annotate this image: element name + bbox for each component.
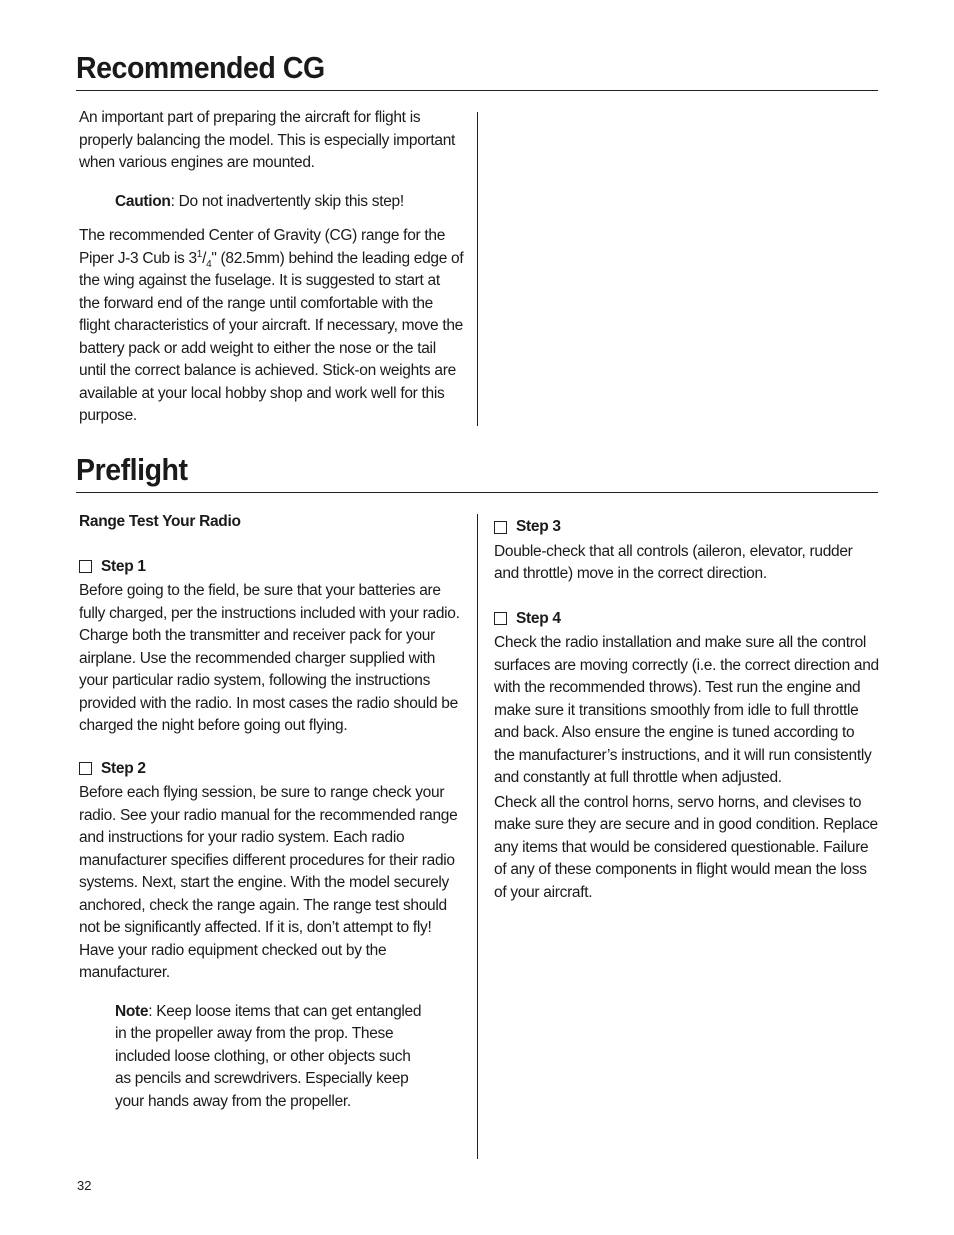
step-2-checkbox-icon <box>79 762 92 775</box>
cg-range-paragraph <box>79 225 464 428</box>
note-text: : Keep loose items that can get entangled in the propeller away from the prop. These included loose clothing, or other objects such as pencils and screwdrivers. Especially keep your hands away from the propeller. <box>115 1002 422 1110</box>
step-2-text: Before each flying session, be sure to range check your radio. See your radio manual for the recommended range and instructions for your radio system. Each radio manufacturer specifies different procedures for their radio systems. Next, start the engine. With the model securely anchored, check the range again. The range test should not be significantly affected. If it is, don’t attempt to fly! Have your radio equipment checked out by the manufacturer. <box>79 784 458 981</box>
step-4-label: Step 4 <box>516 609 561 627</box>
preflight-column-divider <box>477 514 478 1159</box>
step-3-label: Step 3 <box>516 518 561 535</box>
page-number: 32 <box>77 1178 92 1193</box>
step-4-header <box>494 608 879 631</box>
step-1-text: Before going to the field, be sure that your batteries are fully charged, per the instructions included with your radio. Charge both the transmitter and receiver pack for your airplane. Use the recommended charger supplied with your particular radio system, following the instructions provided with the radio. In most cases the radio should be charged the night before going out flying. <box>79 582 460 734</box>
step-3-checkbox-icon <box>494 521 507 534</box>
preflight-note <box>115 1001 425 1114</box>
caution-text: : Do not inadvertently skip this step! <box>170 192 404 210</box>
range-test-subheading: Range Test Your Radio <box>79 513 241 530</box>
cg-intro-paragraph: An important part of preparing the aircraft for flight is properly balancing the model. This is especially important when various engines are mounted. <box>79 109 456 171</box>
preflight-heading: Preflight <box>76 452 188 487</box>
step-3-text: Double-check that all controls (aileron, elevator, rudder and throttle) move in the correct direction. <box>494 542 853 582</box>
cg-heading: Recommended CG <box>76 50 325 85</box>
cg-column-divider <box>477 112 478 426</box>
preflight-heading-rule <box>76 492 878 493</box>
preflight-left-column <box>79 511 464 1113</box>
fraction-denominator: 4 <box>206 258 212 270</box>
fraction-slash: / <box>202 249 207 267</box>
cg-heading-rule <box>76 90 878 91</box>
step-4-text: Check the radio installation and make sure all the control surfaces are moving correctly (i.e. the correct direction and with the recommended throws). Test run the engine and make sure it transitions smoothly from idle to full throttle and back. Also ensure the engine is tuned according to the manufacturer’s instructions, and it will run consistently and constantly at full throttle when adjusted. <box>494 634 879 786</box>
step-2-label: Step 2 <box>101 759 146 777</box>
note-label: Note <box>115 1002 149 1020</box>
step-1-label: Step 1 <box>101 557 146 575</box>
caution-label: Caution <box>115 192 171 210</box>
step-1-header <box>79 556 464 579</box>
step-4-text-continued: Check all the control horns, servo horns, and clevises to make sure they are secure and in good condition. Replace any items that would be considered questionable. Failure of any of these components in flight would mean the loss of your aircraft. <box>494 793 878 901</box>
step-2-header <box>79 758 464 781</box>
cg-range-text-b: " (82.5mm) behind the leading edge of the wing against the fuselage. It is suggested to start at the forward end of the range until comfortable with the flight characteristics of your aircraft. If necessary, move the battery pack or add weight to either the nose or the tail until the correct balance is achieved. Stick-on weights are available at your local hobby shop and work well for this purpose. <box>79 249 464 424</box>
cg-caution <box>115 191 464 214</box>
fraction-numerator: 1 <box>196 248 203 260</box>
cg-range-text-a: The recommended Center of Gravity (CG) range for the Piper J-3 Cub is 3 <box>79 227 446 267</box>
preflight-right-column <box>494 516 879 904</box>
step-4-checkbox-icon <box>494 612 507 625</box>
cg-left-column <box>79 107 464 428</box>
step-1-checkbox-icon <box>79 560 92 573</box>
step-3-header <box>494 516 879 539</box>
